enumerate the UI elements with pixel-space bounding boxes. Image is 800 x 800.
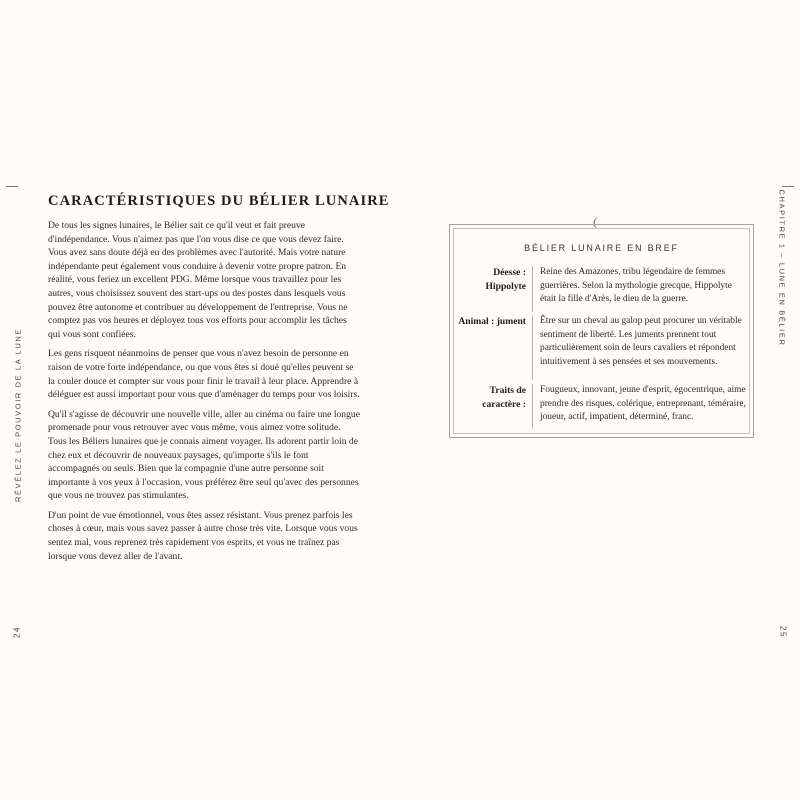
row-definition: Être sur un cheval au galop peut procurer un véritable sentiment de liberté. Les juments prennent tout particulièrement soin de leurs cavaliers et répondent intuitivement à ses pensées et ses mouvements. — [540, 316, 742, 367]
left-page-number: 24 — [12, 626, 22, 638]
right-edge-mark — [782, 186, 794, 187]
paragraph: Les gens risquent néanmoins de penser que vous n'avez besoin de personne en raison de votre forte indépendance, ou que vous êtes si doué qu'elles peuvent se la couler douce et compter sur vous pour finir le travail à leur place. Apprendre à déléguer est aussi important pour vous que d'aménager du temps pour vos loisirs. — [48, 348, 360, 401]
row-term: Animal : jument — [458, 316, 526, 327]
summary-box-title: BÉLIER LUNAIRE EN BREF — [524, 243, 679, 253]
row-definition: Reine des Amazones, tribu légendaire de femmes guerrières. Selon la mythologie grecque, Hippolyte était la fille d'Arès, le dieu de la guerre. — [540, 267, 732, 305]
right-running-head: CHAPITRE 1 – LUNE EN BÉLIER — [777, 189, 787, 347]
row-divider — [532, 384, 533, 429]
row-term: Déesse : Hippolyte — [485, 267, 526, 292]
paragraph: Qu'il s'agisse de découvrir une nouvelle ville, aller au cinéma ou faire une longue promenade pour vous retrouver avec vous même, vous aimez votre solitude. Tous les Béliers lunaires que je connais aiment voyager. Ils adorent partir loin de chez eux et découvrir de nouveaux paysages, qu'importe s'ils le font accompagnés ou seuls. Bien que la compagnie d'une autre personne soit importante à vos yeux à l'occasion, vous préférez être seul qu'avec des personnes que vous ne trouvez pas stimulantes. — [48, 408, 360, 502]
right-page-number: 25 — [778, 626, 788, 638]
body-text — [48, 219, 360, 569]
paragraph: D'un point de vue émotionnel, vous êtes assez résistant. Vous prenez parfois les choses à cœur, mais vous savez passer à autre chose très vite. Lorsque vous vous sentez mal, vous reprenez très rapidement vos esprits, et vous ne traînez pas lorsque vous devez aller de l'avant. — [48, 509, 358, 562]
row-term: Traits de caractère : — [482, 385, 526, 410]
summary-box — [449, 224, 754, 438]
row-divider — [532, 315, 533, 380]
row-definition: Fougueux, innovant, jeune d'esprit, égocentrique, aime prendre des risques, colérique, entreprenant, téméraire, joueur, actif, impatient, déterminé, franc. — [540, 385, 746, 423]
paragraph: De tous les signes lunaires, le Bélier sait ce qu'il veut et fait preuve d'indépendance. Vous n'aimez pas que l'on vous dise ce que vous devez faire. Vous avez sans doute déjà eu des problèmes avec l'autorité. Mais votre nature indépendante peut également vous conduire à devenir votre propre patron. En réalité, vous feriez un excellent PDG. Même lorsque vous travaillez pour les autres, vous choisissez souvent des start-ups ou des postes dans lesquels vous pouvez être autonome et contribuer au développement de l'entreprise. Vous ne comptez pas vos heures et déployez tous vos efforts pour accomplir les tâches qui vous sont confiées. — [48, 220, 348, 340]
left-edge-mark — [6, 186, 18, 187]
row-divider — [532, 266, 533, 312]
section-title: CARACTÉRISTIQUES DU BÉLIER LUNAIRE — [48, 193, 390, 209]
left-running-head: RÉVÉLEZ LE POUVOIR DE LA LUNE — [13, 328, 23, 502]
